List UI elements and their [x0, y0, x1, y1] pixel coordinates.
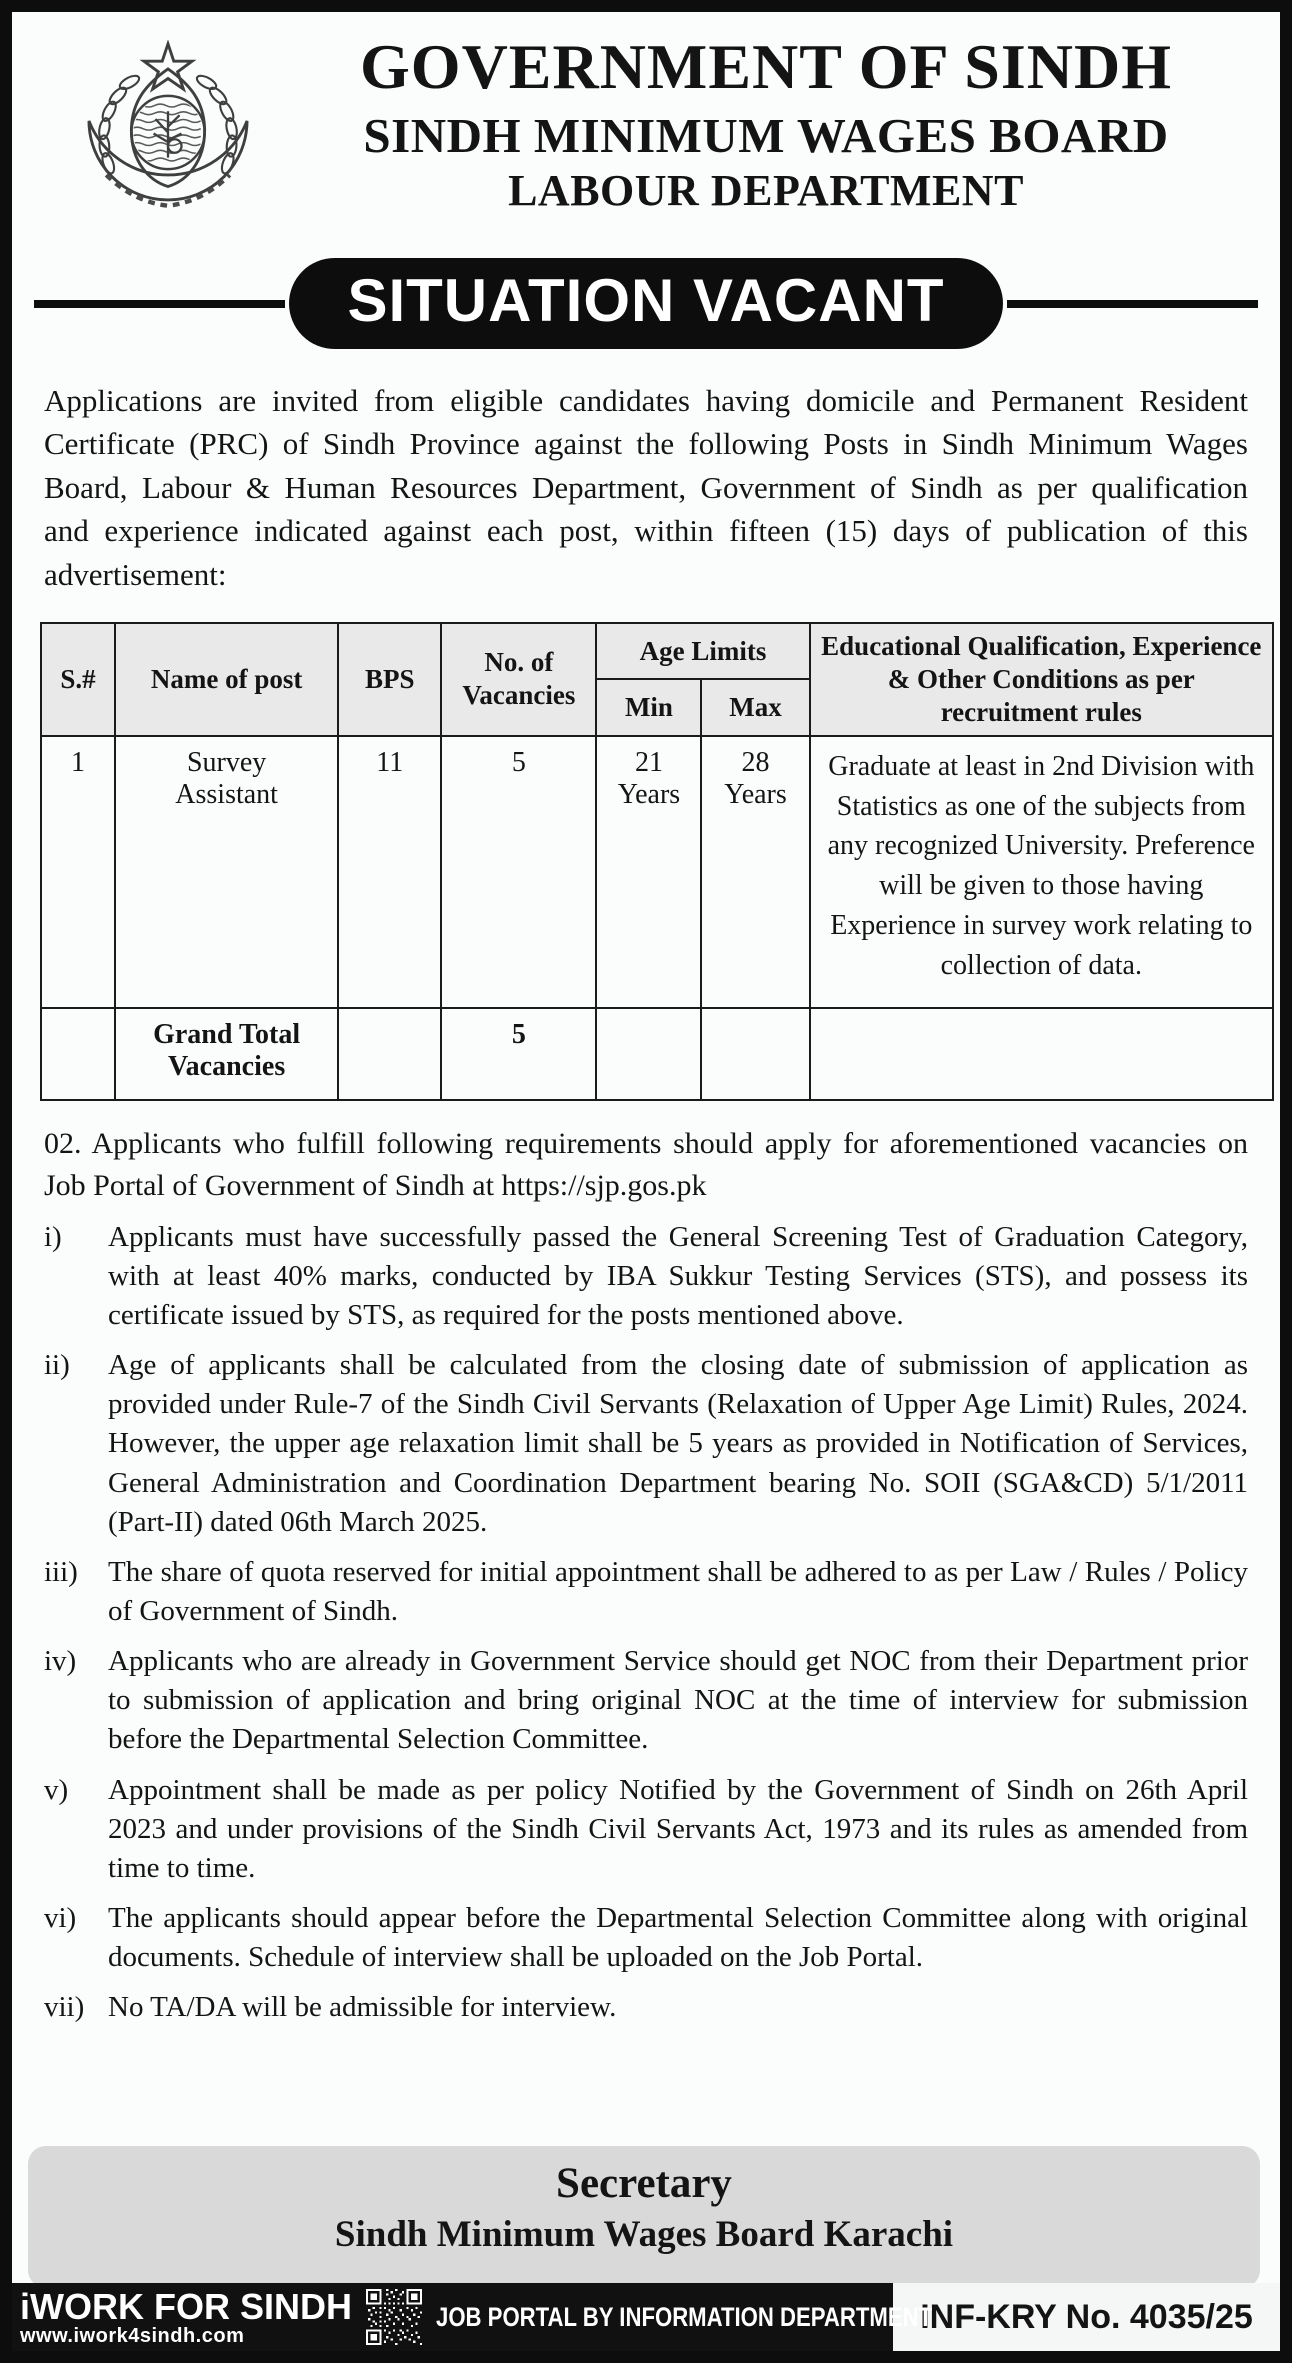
- cell-grand-total-label: Grand Total Vacancies: [115, 1008, 338, 1100]
- condition-text: The share of quota reserved for initial appointment shall be adhered to as per Law / Rules / Policy of Government of Sindh.: [108, 1555, 1248, 1628]
- cell-sno: 1: [41, 736, 115, 1008]
- cell-empty: [701, 1008, 809, 1100]
- department-title: LABOUR DEPARTMENT: [508, 166, 1024, 216]
- table-row-survey-assistant: [41, 736, 1273, 1008]
- table-row-grand-total: [41, 1008, 1273, 1100]
- condition-text: Age of applicants shall be calculated from the closing date of submission of application as provided under Rule-7 of the Sindh Civil Servants (Relaxation of Upper Age Limit) Rules, 2024. However, the upper age relaxation limit shall be 5 years as provided in Notification of Services, General Administration and Coordination Department bearing No. SOII (SGA&CD) 5/1/2011 (Part-II) dated 06th March 2025.: [108, 1349, 1248, 1538]
- header-age-max: Max: [701, 679, 809, 735]
- masthead-titles: [252, 12, 1280, 214]
- signatory-title: Secretary: [556, 2160, 732, 2207]
- condition-numeral: ii): [44, 1349, 70, 1382]
- header-vacancies: No. of Vacancies: [441, 623, 596, 736]
- condition-item: [44, 1218, 1248, 1335]
- condition-numeral: v): [44, 1773, 69, 1806]
- header-sno: S.#: [41, 623, 115, 736]
- situation-vacant-banner: [34, 258, 1258, 349]
- board-title: SINDH MINIMUM WAGES BOARD: [363, 108, 1169, 164]
- masthead: [12, 12, 1280, 228]
- condition-text: The applicants should appear before the Departmental Selection Committee along with original documents. Schedule of interview shall be uploaded on the Job Portal.: [108, 1902, 1248, 1974]
- government-of-sindh-crest-icon: [70, 40, 266, 252]
- condition-text: Applicants must have successfully passed the General Screening Test of Graduation Category, with at least 40% marks, conducted by IBA Sukkur Testing Services (STS), and possess its certificate issued by STS, as required for the posts mentioned above.: [108, 1220, 1248, 1332]
- job-portal-caption: JOB PORTAL BY INFORMATION DEPARTMENT: [435, 2301, 933, 2332]
- banner-title: SITUATION VACANT: [289, 258, 1002, 349]
- iwork-for-sindh-logo: [20, 2285, 352, 2347]
- header-age-min: Min: [596, 679, 701, 735]
- iwork-brand-text: iWORK FOR SINDH: [20, 2285, 352, 2327]
- condition-item: [44, 1988, 1248, 2027]
- vacancies-table: [40, 622, 1274, 1101]
- footer-reference-section: [893, 2283, 1280, 2351]
- banner-right-rule: [1007, 300, 1258, 308]
- signatory-organization: Sindh Minimum Wages Board Karachi: [334, 2214, 954, 2256]
- clause-02: 02. Applicants who fulfill following requirements should apply for aforementioned vacancies on Job Portal of Government of Sindh at https://sjp.gos.pk: [44, 1126, 1248, 1202]
- cell-post-name: Survey Assistant: [115, 736, 338, 1008]
- header-age-limits: Age Limits: [596, 623, 809, 679]
- condition-numeral: i): [44, 1220, 62, 1253]
- condition-numeral: vii): [44, 1991, 85, 2024]
- condition-text: Appointment shall be made as per policy Notified by the Government of Sindh on 26th April 2023 and under provisions of the Sindh Civil Servants Act, 1973 and its rules as amended from time to time.: [108, 1773, 1248, 1884]
- condition-item: [44, 1642, 1248, 1759]
- condition-item: [44, 1899, 1248, 1977]
- header-bps: BPS: [338, 623, 441, 736]
- cell-empty: [338, 1008, 441, 1100]
- footer-brand-strip: [12, 2283, 933, 2351]
- cell-age-min: 21 Years: [596, 736, 701, 1008]
- condition-numeral: iv): [44, 1645, 77, 1678]
- table-header-row: [41, 623, 1273, 679]
- condition-text: No TA/DA will be admissible for interview.: [108, 1991, 617, 2024]
- banner-left-rule: [34, 300, 285, 308]
- conditions-list: [44, 1218, 1248, 2028]
- advertisement-reference-number: INF-KRY No. 4035/25: [920, 2297, 1253, 2336]
- condition-item: [44, 1771, 1248, 1888]
- government-title: GOVERNMENT OF SINDH: [360, 31, 1172, 102]
- cell-vacancies: 5: [441, 736, 596, 1008]
- condition-text: Applicants who are already in Government Service should get NOC from their Department prior to submission of application and bring original NOC at the time of interview for submission before the Departmental Selection Committee.: [108, 1645, 1248, 1756]
- iwork-website-url: www.iwork4sindh.com: [20, 2324, 245, 2347]
- cell-empty: [810, 1008, 1273, 1100]
- cell-empty: [41, 1008, 115, 1100]
- signature-box: [28, 2146, 1260, 2288]
- header-name-of-post: Name of post: [115, 623, 338, 736]
- qr-code-icon: [366, 2289, 422, 2345]
- condition-numeral: vi): [44, 1902, 77, 1935]
- condition-item: [44, 1553, 1248, 1631]
- condition-numeral: iii): [44, 1555, 78, 1588]
- cell-qualification: Graduate at least in 2nd Division with Statistics as one of the subjects from any recognized University. Preference will be given to those having Experience in survey work relating to collection of data.: [810, 736, 1273, 1008]
- cell-empty: [596, 1008, 701, 1100]
- intro-paragraph: Applications are invited from eligible candidates having domicile and Permanent Resident Certificate (PRC) of Sindh Province against the following Posts in Sindh Minimum Wages Board, Labour & Human Resources Department, Government of Sindh as per qualification and experience indicated against each post, within fifteen (15) days of publication of this advertisement:: [44, 383, 1248, 592]
- footer-bar: [12, 2283, 1280, 2351]
- condition-item: [44, 1346, 1248, 1542]
- header-qualification: Educational Qualification, Experience & Other Conditions as per recruitment rules: [810, 623, 1273, 736]
- cell-bps: 11: [338, 736, 441, 1008]
- cell-grand-total-value: 5: [441, 1008, 596, 1100]
- cell-age-max: 28 Years: [701, 736, 809, 1008]
